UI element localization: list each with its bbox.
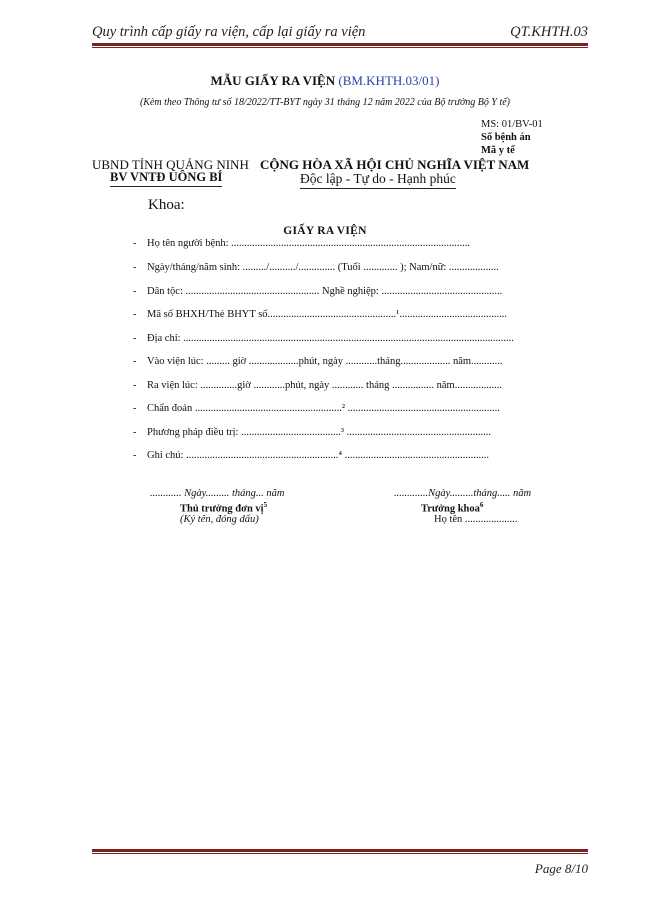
footer-divider-thin (92, 853, 588, 854)
field-diagnosis: - Chẩn đoán ........................................................² .......................................................... (133, 403, 500, 414)
department-label: Khoa: (148, 197, 185, 213)
signature-note-left: (Ký tên, đóng dấu) (180, 514, 259, 525)
medical-record-number-label: Số bệnh án (481, 132, 531, 143)
signature-role-unit-head: Thủ trưởng đơn vị$^5$ (180, 501, 268, 515)
header-process-title: Quy trình cấp giấy ra viện, cấp lại giấy ra viện (92, 24, 366, 40)
header-divider-thin (92, 47, 588, 48)
nation-name: CỘNG HÒA XÃ HỘI CHỦ NGHĨA VIỆT NAM (260, 157, 530, 172)
header-divider (92, 43, 588, 46)
nation-motto: Độc lập - Tự do - Hạnh phúc (300, 171, 456, 189)
field-discharge-time: - Ra viện lúc: ..............giờ ............phút, ngày ............ tháng ................ năm.................. (133, 380, 502, 391)
field-insurance-number: - Mã số BHXH/Thẻ BHYT số.................................................¹......................................... (133, 309, 507, 320)
field-ethnicity-occupation: - Dân tộc: ................................................... Nghề nghiệp: .............................................. (133, 286, 503, 297)
form-code: (BM.KHTH.03/01) (338, 73, 440, 88)
field-date-of-birth: - Ngày/tháng/năm sinh: ........./........../.............. (Tuổi ............. ); Nam/nữ: ................... (133, 262, 499, 273)
field-address: - Địa chỉ: .............................................................................................................................. (133, 333, 514, 344)
field-patient-name: - Họ tên người bệnh: ........................................................................................... (133, 238, 471, 249)
signature-date-left: ............ Ngày......... tháng... năm (150, 488, 285, 499)
page-number: Page 8/10 (534, 861, 588, 876)
org-authority: UBND TỈNH QUẢNG NINH (92, 157, 249, 172)
medical-code-label: Mã y tế (481, 145, 515, 156)
field-treatment-method: - Phương pháp điều trị: ......................................³ ....................................................... (133, 427, 491, 438)
field-notes: - Ghi chú: ..........................................................⁴ ....................................................... (133, 450, 489, 461)
form-title (0, 73, 650, 89)
document-title: GIẤY RA VIỆN (283, 225, 367, 237)
signature-role-dept-head: Trưởng khoa$^6$ (421, 501, 484, 515)
header-doc-code: QT.KHTH.03 (510, 24, 588, 40)
signature-note-right: Họ tên .................... (434, 514, 518, 525)
form-title-main: MẪU GIẤY RA VIỆN (210, 73, 339, 88)
field-admission-time: - Vào viện lúc: ......... giờ ...................phút, ngày ............tháng................... năm............ (133, 356, 503, 367)
form-subtitle: (Kèm theo Thông tư số 18/2022/TT-BYT ngày 31 tháng 12 năm 2022 của Bộ trưởng Bộ Y tế) (139, 97, 511, 108)
ms-code: MS: 01/BV-01 (481, 119, 543, 130)
org-hospital: BV VNTĐ UÔNG BÍ (110, 170, 222, 187)
footer-divider (92, 849, 588, 852)
signature-date-right: .............Ngày.........tháng..... năm (394, 488, 532, 499)
